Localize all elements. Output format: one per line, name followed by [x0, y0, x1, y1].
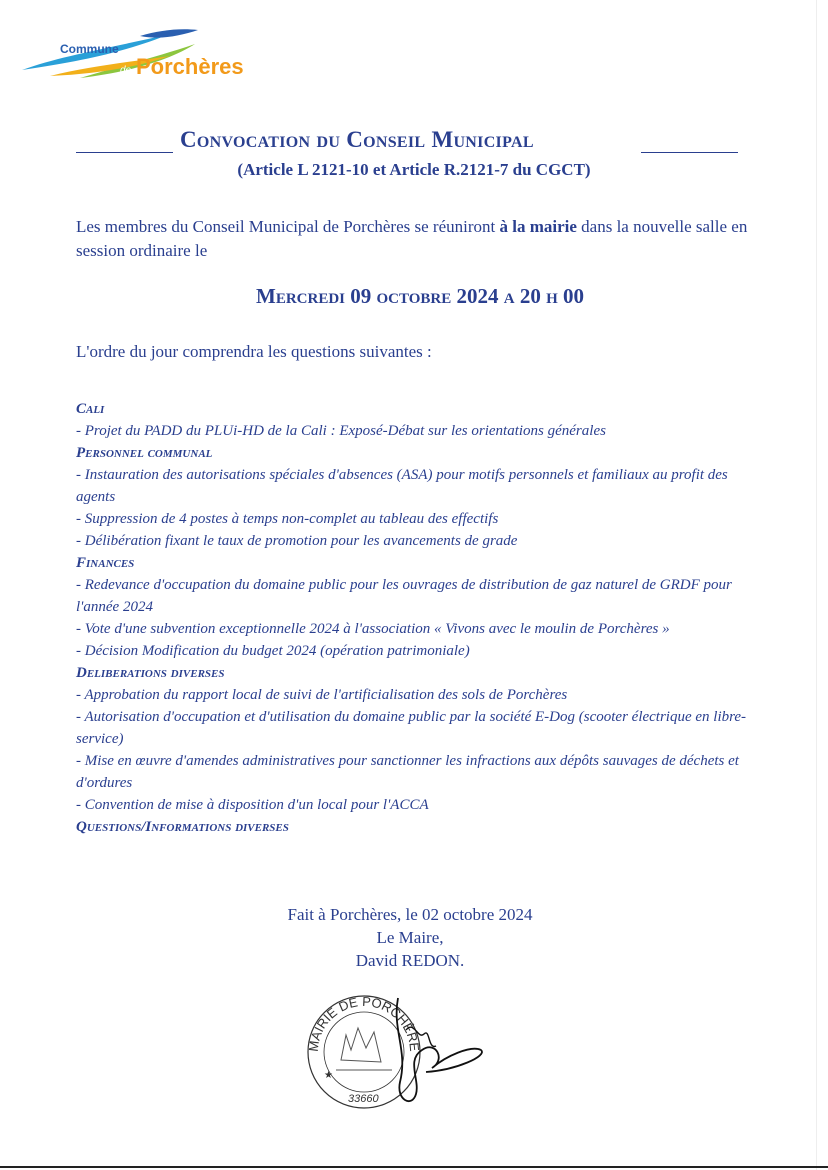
stamp-postcode: 33660 — [348, 1093, 379, 1105]
commune-logo — [20, 26, 250, 92]
agenda-item: - Instauration des autorisations spéciales d'absences (ASA) pour motifs personnels et familiaux au profit des agents — [76, 467, 728, 505]
logo-word-name: Porchères — [136, 54, 244, 79]
agenda-item: - Approbation du rapport local de suivi de l'artificialisation des sols de Porchères — [76, 687, 568, 703]
agenda-item: - Vote d'une subvention exceptionnelle 2024 à l'association « Vivons avec le moulin de Porchères » — [76, 621, 670, 637]
scan-edge — [816, 0, 817, 1170]
logo-word-commune: Commune — [60, 42, 119, 56]
agenda-item: - Autorisation d'occupation et d'utilisation du domaine public par la société E-Dog (scooter électrique en libre-service) — [76, 709, 747, 747]
intro-text-after: dans la nouvelle salle en session ordinaire le — [76, 217, 748, 260]
stamp-seal-icon — [296, 990, 496, 1120]
page-subtitle: (Article L 2121-10 et Article R.2121-7 du CGCT) — [237, 160, 591, 179]
intro-text-bold: à la mairie — [499, 217, 577, 236]
mairie-stamp-and-signature — [296, 990, 496, 1120]
agenda-item: - Délibération fixant le taux de promotion pour les avancements de grade — [76, 533, 518, 549]
agenda-item: - Décision Modification du budget 2024 (opération patrimoniale) — [76, 643, 470, 659]
signoff-role: Le Maire, — [376, 928, 444, 947]
title-row — [76, 127, 740, 157]
agenda-intro: L'ordre du jour comprendra les questions suivantes : — [76, 342, 432, 361]
svg-text:★: ★ — [324, 1070, 333, 1081]
signoff-place-date: Fait à Porchères, le 02 octobre 2024 — [287, 905, 533, 924]
section-heading-personnel: Personnel communal — [76, 445, 213, 461]
agenda-list — [76, 398, 766, 838]
section-heading-finances: Finances — [76, 555, 135, 571]
title-rule-right — [641, 152, 738, 153]
agenda-item: - Redevance d'occupation du domaine public pour les ouvrages de distribution de gaz naturel de GRDF pour l'année 2024 — [76, 577, 732, 615]
scan-bottom-edge — [0, 1166, 828, 1168]
intro-text-before: Les membres du Conseil Municipal de Porchères se réuniront — [76, 217, 500, 236]
signoff-name: David REDON. — [355, 951, 465, 970]
title-rule-left — [76, 152, 173, 153]
section-heading-deliberations: Deliberations diverses — [76, 665, 225, 681]
agenda-item: - Convention de mise à disposition d'un local pour l'ACCA — [76, 797, 429, 813]
stamp-arc-text: MAIRIE DE PORCHÈRE — [305, 993, 423, 1053]
meeting-date: Mercredi 09 octobre 2024 a 20 h 00 — [256, 284, 584, 308]
section-heading-cali: Cali — [76, 401, 105, 417]
agenda-item: - Suppression de 4 postes à temps non-complet au tableau des effectifs — [76, 511, 499, 527]
intro-paragraph — [76, 215, 748, 263]
signoff-block — [0, 903, 820, 972]
logo-word-de: de — [120, 65, 132, 76]
page-title: Convocation du Conseil Municipal — [180, 127, 534, 152]
agenda-item: - Mise en œuvre d'amendes administratives pour sanctionner les infractions aux dépôts sauvages de déchets et d'ordures — [76, 753, 739, 791]
agenda-item: - Projet du PADD du PLUi-HD de la Cali : Exposé-Débat sur les orientations générales — [76, 423, 606, 439]
section-heading-questions: Questions/Informations diverses — [76, 819, 289, 835]
